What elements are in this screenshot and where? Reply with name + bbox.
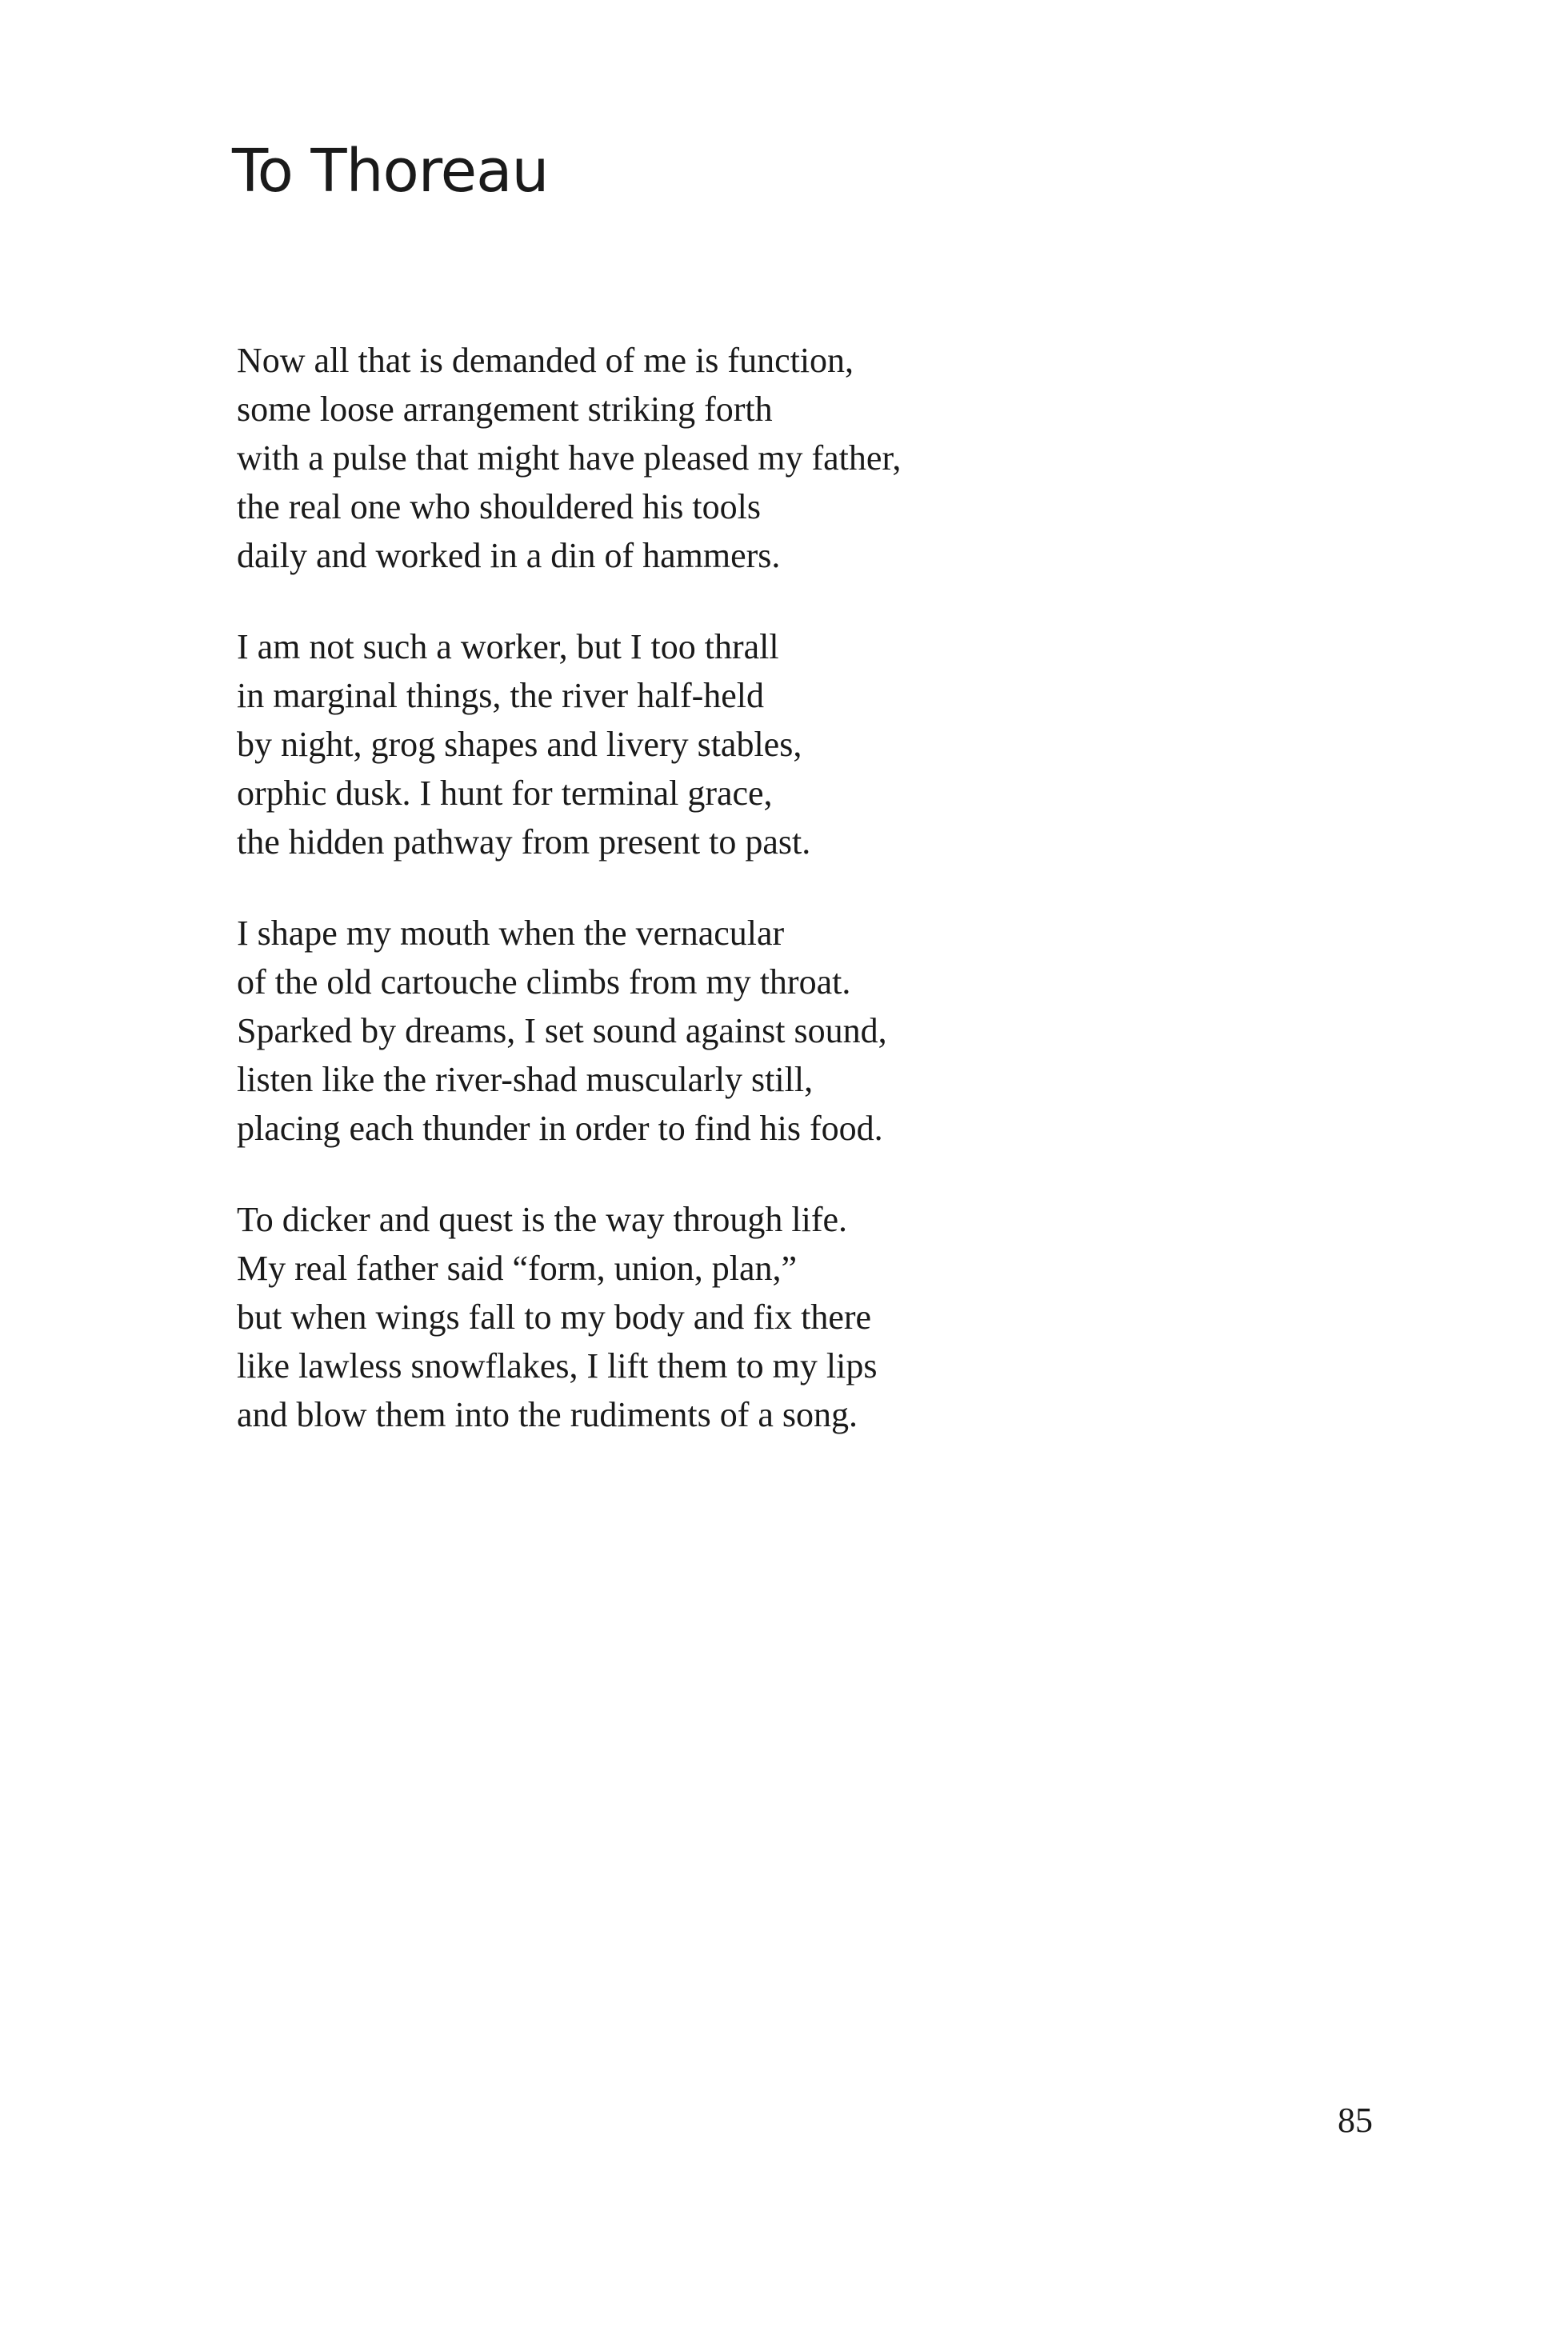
- poem-title: To Thoreau: [232, 137, 549, 206]
- stanza-4: [237, 1195, 1357, 1439]
- poem-line: My real father said “form, union, plan,”: [237, 1249, 798, 1288]
- stanza-3: [237, 909, 1357, 1153]
- poem-line: orphic dusk. I hunt for terminal grace,: [237, 774, 773, 813]
- poem-line: placing each thunder in order to find his food.: [237, 1109, 883, 1148]
- page-number: 85: [1338, 2101, 1373, 2140]
- poem-line: daily and worked in a din of hammers.: [237, 536, 781, 575]
- poem-line: in marginal things, the river half-held: [237, 676, 765, 715]
- stanza-2: [237, 622, 1357, 866]
- poem-line: but when wings fall to my body and fix there: [237, 1297, 872, 1337]
- poem-line: I am not such a worker, but I too thrall: [237, 627, 779, 666]
- poem-line: some loose arrangement striking forth: [237, 390, 773, 429]
- poem-line: the real one who shouldered his tools: [237, 487, 761, 526]
- poem-line: by night, grog shapes and livery stables,: [237, 725, 802, 764]
- poem-line: Now all that is demanded of me is function,: [237, 341, 854, 380]
- poem-line: To dicker and quest is the way through life.: [237, 1200, 848, 1239]
- poem-line: Sparked by dreams, I set sound against sound,: [237, 1011, 887, 1050]
- poem-body: [237, 336, 1357, 1481]
- poem-line: the hidden pathway from present to past.: [237, 822, 811, 862]
- poem-line: with a pulse that might have pleased my father,: [237, 438, 902, 478]
- poem-line: of the old cartouche climbs from my throat.: [237, 962, 851, 1002]
- poem-line: like lawless snowflakes, I lift them to my lips: [237, 1346, 878, 1385]
- poem-line: I shape my mouth when the vernacular: [237, 914, 785, 953]
- poem-line: and blow them into the rudiments of a song.: [237, 1395, 858, 1434]
- poem-line: listen like the river-shad muscularly still,: [237, 1060, 814, 1099]
- stanza-1: [237, 336, 1357, 580]
